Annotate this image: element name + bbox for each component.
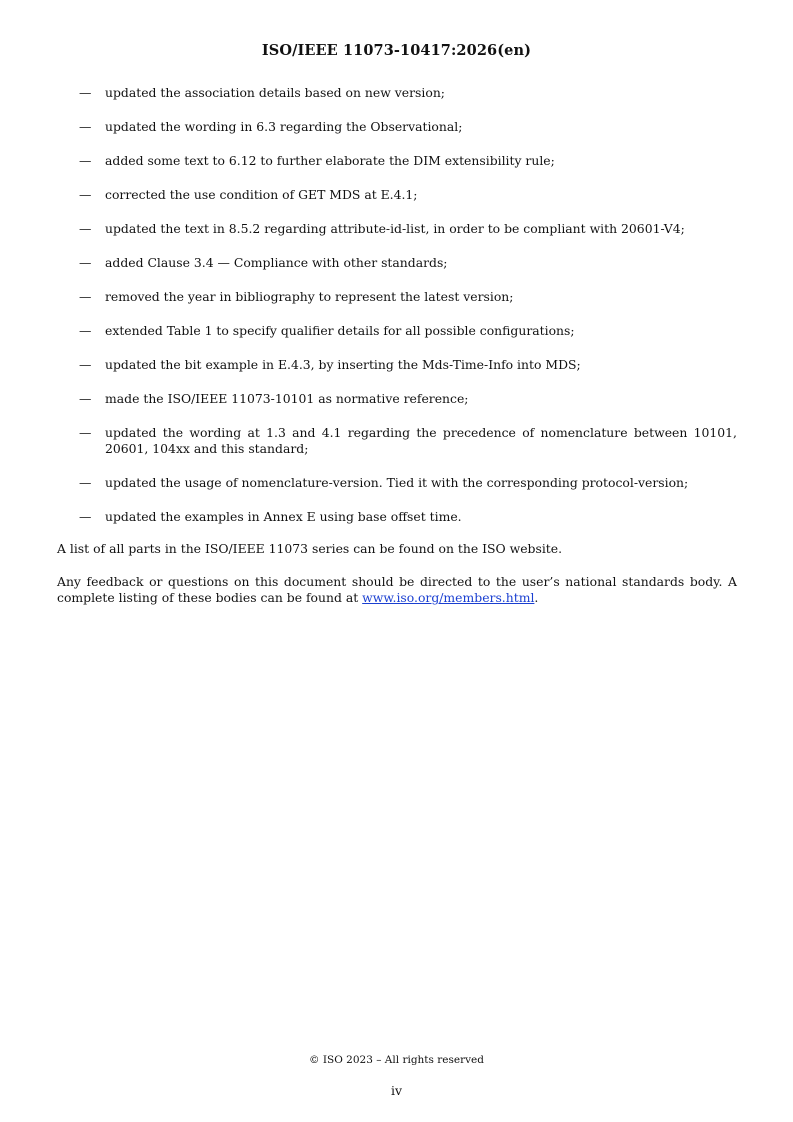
list-item xyxy=(57,425,737,457)
page-content xyxy=(57,85,737,623)
dash-marker: — xyxy=(79,475,92,490)
list-item-text: updated the usage of nomenclature-version. Tied it with the corresponding protocol-version; xyxy=(105,475,689,490)
list-item-text: updated the examples in Annex E using base offset time. xyxy=(105,509,462,524)
list-item-text: updated the wording at 1.3 and 4.1 regarding the precedence of nomenclature between 10101, 20601, 104xx and this standard; xyxy=(105,425,737,456)
list-item xyxy=(57,475,737,491)
dash-marker: — xyxy=(79,85,92,100)
dash-marker: — xyxy=(79,425,92,440)
list-item-text: made the ISO/IEEE 11073-10101 as normative reference; xyxy=(105,391,469,406)
list-item xyxy=(57,221,737,237)
dash-marker: — xyxy=(79,357,92,372)
list-item-text: updated the association details based on new version; xyxy=(105,85,445,100)
document-id: ISO/IEEE 11073-10417:2026(en) xyxy=(261,42,532,59)
copyright-notice: © ISO 2023 – All rights reserved xyxy=(309,1054,484,1066)
list-item xyxy=(57,357,737,373)
list-item xyxy=(57,255,737,271)
iso-members-link[interactable]: www.iso.org/members.html xyxy=(362,590,535,605)
list-item xyxy=(57,119,737,135)
dash-marker: — xyxy=(79,153,92,168)
feedback-text: Any feedback or questions on this document should be directed to the user’s national standards body. A complete listing of these bodies can be found at xyxy=(57,574,737,605)
dash-marker: — xyxy=(79,391,92,406)
dash-marker: — xyxy=(79,323,92,338)
series-note-paragraph: A list of all parts in the ISO/IEEE 11073 series can be found on the ISO website. xyxy=(57,541,563,556)
feedback-paragraph xyxy=(57,574,737,606)
list-item xyxy=(57,187,737,203)
list-item xyxy=(57,153,737,169)
list-item-text: removed the year in bibliography to represent the latest version; xyxy=(105,289,514,304)
dash-marker: — xyxy=(79,255,92,270)
list-item xyxy=(57,509,737,525)
dash-marker: — xyxy=(79,509,92,524)
list-item xyxy=(57,323,737,339)
list-item xyxy=(57,391,737,407)
page-number: iv xyxy=(390,1083,403,1098)
list-item-text: extended Table 1 to specify qualifier details for all possible configurations; xyxy=(105,323,575,338)
list-item-text: added Clause 3.4 — Compliance with other standards; xyxy=(105,255,448,270)
list-item-text: updated the bit example in E.4.3, by inserting the Mds-Time-Info into MDS; xyxy=(105,357,581,372)
list-item xyxy=(57,85,737,101)
dash-marker: — xyxy=(79,187,92,202)
list-item xyxy=(57,289,737,305)
dash-marker: — xyxy=(79,289,92,304)
list-item-text: corrected the use condition of GET MDS at E.4.1; xyxy=(105,187,418,202)
feedback-end: . xyxy=(534,590,539,605)
dash-marker: — xyxy=(79,221,92,236)
list-item-text: updated the wording in 6.3 regarding the Observational; xyxy=(105,119,463,134)
list-item-text: updated the text in 8.5.2 regarding attribute-id-list, in order to be compliant with 20601-V4; xyxy=(105,221,685,236)
list-item-text: added some text to 6.12 to further elaborate the DIM extensibility rule; xyxy=(105,153,555,168)
document-header xyxy=(0,42,793,59)
dash-marker: — xyxy=(79,119,92,134)
changes-list xyxy=(57,85,737,525)
